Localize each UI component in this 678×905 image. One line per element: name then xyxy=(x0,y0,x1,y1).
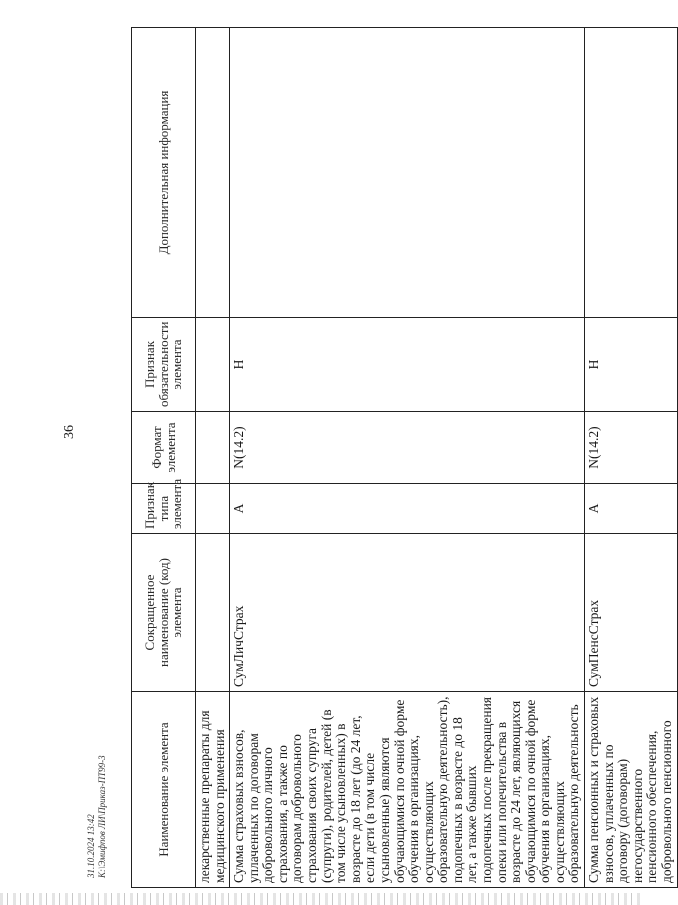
row-required-sign-cell: Н xyxy=(230,318,585,412)
page-number: 36 xyxy=(62,425,77,439)
row-format-cell: N(14.2) xyxy=(585,412,677,484)
row-required-sign-cell: Н xyxy=(585,318,677,412)
footer-stamp xyxy=(86,728,109,878)
footer-date: 31.10.2024 13:42 xyxy=(86,814,96,878)
row-name-cell: Сумма пенсионных и страховых взносов, уплаченных по договору (договорам) негосударственного пенсионного обеспечения, добровольного пенсионного xyxy=(585,692,677,888)
table-row xyxy=(585,28,677,888)
header-format: Формат элемента xyxy=(132,412,196,484)
footer-path: К:\Эмифпов ЛИ\Приказ-ПТ99-3 xyxy=(97,755,108,878)
row-name-cell: лекарственные препараты для медицинского применения xyxy=(196,692,230,888)
header-short-name: Сокращенное наименование (код) элемента xyxy=(132,534,196,692)
rotated-table-frame xyxy=(131,28,674,888)
row-format-cell xyxy=(196,412,230,484)
table-header-row xyxy=(132,28,196,888)
scan-edge-artifact xyxy=(0,893,640,905)
elements-table xyxy=(131,27,678,888)
row-required-sign-cell xyxy=(196,318,230,412)
row-type-sign-cell: А xyxy=(585,484,677,534)
header-type-sign: Признак типа элемента xyxy=(132,484,196,534)
row-format-cell: N(14.2) xyxy=(230,412,585,484)
table-row xyxy=(230,28,585,888)
row-short-name-cell xyxy=(196,534,230,692)
table-row xyxy=(196,28,230,888)
header-extra-info: Дополнительная информация xyxy=(132,28,196,318)
row-type-sign-cell xyxy=(196,484,230,534)
row-type-sign-cell: А xyxy=(230,484,585,534)
header-name: Наименование элемента xyxy=(132,692,196,888)
header-required-sign: Признак обязательности элемента xyxy=(132,318,196,412)
row-short-name-cell: СумПенсСтрах xyxy=(585,534,677,692)
row-extra-info-cell xyxy=(230,28,585,318)
row-extra-info-cell xyxy=(585,28,677,318)
row-extra-info-cell xyxy=(196,28,230,318)
row-short-name-cell: СумЛичСтрах xyxy=(230,534,585,692)
row-name-cell: Сумма страховых взносов, уплаченных по договорам добровольного личного страхования, а также по договорам добровольного страхования своих супруга (супруги), родителей, детей (в том числе усыновленных) в возрасте до 18 лет (до 24 лет, если дети (в том числе усыновленные) являются обучающимися по очной форме обучения в организациях, осуществляющих образовательную деятельность), подопечных в возрасте до 18 лет, а также бывших подопечных после прекращения опеки или попечительства в возрасте до 24 лет, являющихся обучающимися по очной форме обучения в организациях, осуществляющих образовательную деятельность xyxy=(230,692,585,888)
